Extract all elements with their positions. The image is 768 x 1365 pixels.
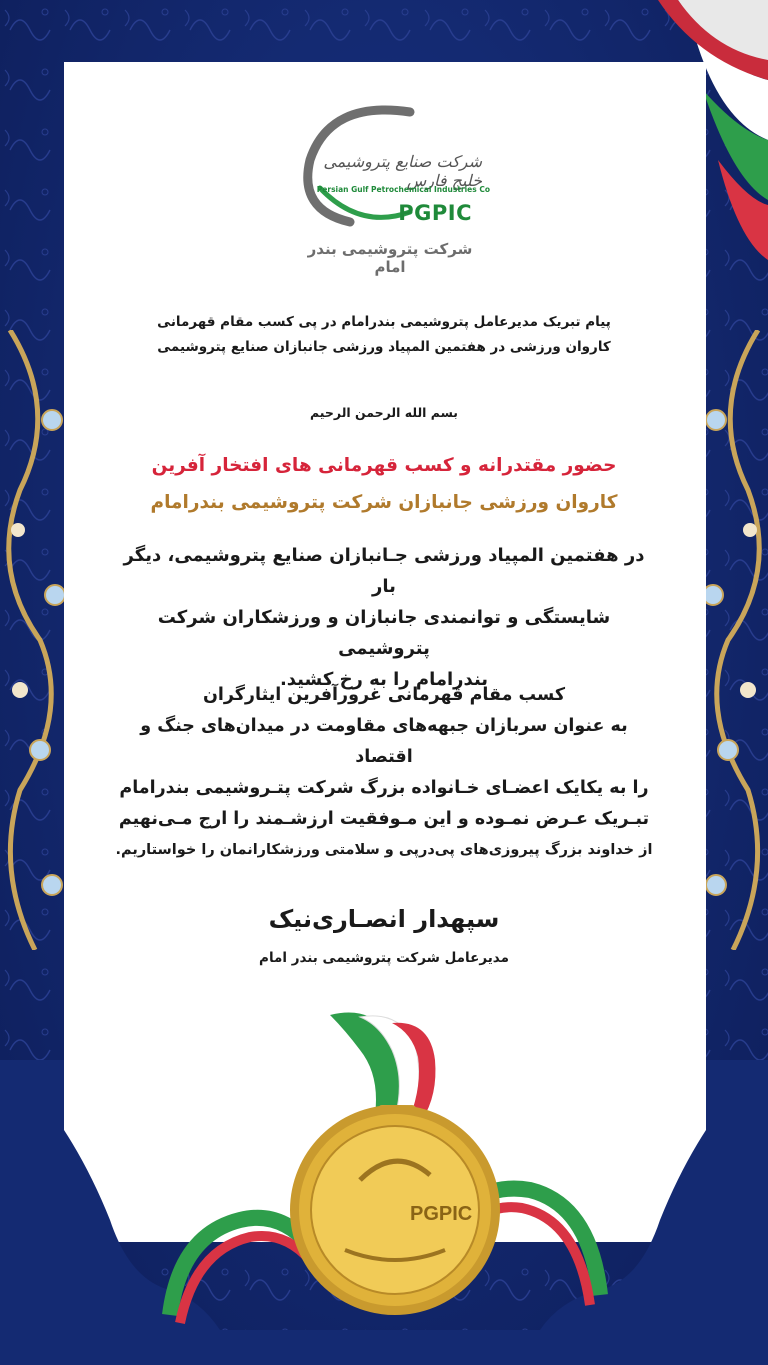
paragraph-line: از خداوند بزرگ پیروزی‌های پی‌درپی و سلامتی ورزشکارانمان را خواستاریم. <box>115 842 653 858</box>
headline-gold: کاروان ورزشی جانبازان شرکت پتروشیمی بندرامام <box>150 492 618 513</box>
gold-medal-icon <box>160 1005 610 1345</box>
paragraph-line: شایستگی و توانمندی جانبازان و ورزشکاران شرکت پتروشیمی <box>157 607 611 659</box>
paragraph-line: کسب مقام قهرمانی غرورآفرین ایثارگران <box>202 685 566 705</box>
logo-subsidiary-name: شرکت پتروشیمی بندر امام <box>307 240 473 276</box>
paragraph-2 <box>110 680 658 866</box>
paragraph-line: تبـریک عـرض نمـوده و این مـوفقیت ارزشـمند را ارج مـی‌نهیم <box>118 809 650 829</box>
medal-code: PGPIC <box>410 1203 473 1225</box>
logo-name-fa: شرکت صنایع پتروشیمی خلیج فارس <box>323 152 482 190</box>
logo-code: PGPIC <box>398 201 472 225</box>
paragraph-1 <box>110 540 658 695</box>
message-title <box>110 310 658 360</box>
paragraph-line: را به یکایک اعضـای خـانواده بزرگ شرکت پتـروشیمی بندرامام <box>119 778 649 798</box>
message-title-line: کاروان ورزشی در هفتمین المپیاد ورزشی جانبازان صنایع پتروشیمی <box>157 339 611 355</box>
signature-name: سپهدار انصـاری‌نیک <box>268 905 500 933</box>
message-title-line: پیام تبریک مدیرعامل پتروشیمی بندرامام در پی کسب مقام قهرمانی <box>157 314 611 330</box>
signature-role: مدیرعامل شرکت پتروشیمی بندر امام <box>259 950 509 966</box>
basmala: بسم الله الرحمن الرحیم <box>310 405 458 420</box>
paragraph-line: به عنوان سربازان جبهه‌های مقاومت در میدان‌های جنگ و اقتصاد <box>140 716 628 767</box>
paragraph-line: بندرامام را به رخ کشید. <box>279 669 489 690</box>
paragraph-line: در هفتمین المپیاد ورزشی جـانبازان صنایع پتروشیمی، دیگر بار <box>123 545 645 597</box>
logo-name-en: Persian Gulf Petrochemical Industries Co <box>316 185 490 194</box>
floral-ornament-right-icon <box>698 330 768 950</box>
floral-ornament-left-icon <box>0 330 70 950</box>
headline-red: حضور مقتدرانه و کسب قهرمانی های افتخار آفرین <box>151 455 617 476</box>
